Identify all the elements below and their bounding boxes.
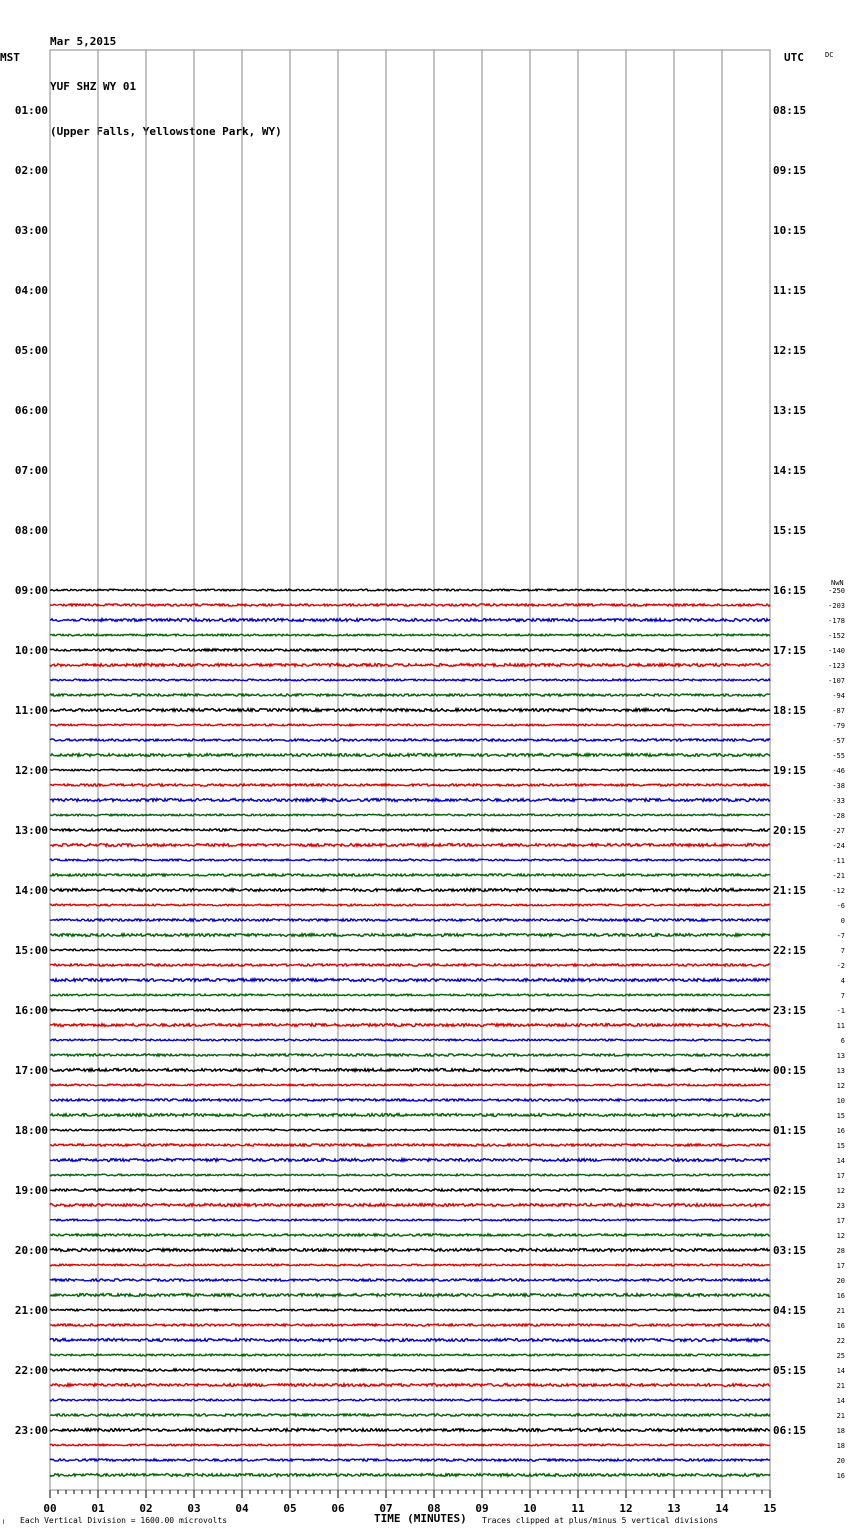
seismic-trace [50,1189,770,1191]
footer-mark: ⌇ [2,1519,5,1526]
seismic-trace [50,1084,770,1086]
trace-offset-label: 16 [836,1322,845,1330]
seismic-trace [50,1429,770,1432]
trace-offset-label: 14 [836,1157,845,1165]
x-tick-label: 00 [43,1502,57,1515]
trace-offset-label: 16 [836,1127,845,1135]
x-tick-label: 11 [571,1502,585,1515]
x-tick-label: 08 [427,1502,441,1515]
seismic-trace [50,709,770,712]
mst-hour-label: 17:00 [14,1064,48,1077]
seismic-trace [50,769,770,771]
seismic-trace [50,589,770,591]
trace-offset-label: -38 [832,782,845,790]
seismic-trace [50,1114,770,1117]
trace-offset-label: -250 [828,587,845,595]
seismic-trace [50,964,770,966]
mst-hour-label: 15:00 [14,944,48,957]
seismic-trace [50,919,770,921]
trace-offset-label: 14 [836,1367,845,1375]
seismic-trace [50,1279,770,1281]
seismic-trace [50,859,770,861]
trace-offset-label: 16 [836,1292,845,1300]
x-tick-label: 10 [523,1502,537,1515]
seismic-trace [50,694,770,696]
trace-offset-label: 12 [836,1082,845,1090]
seismic-trace [50,874,770,876]
seismic-trace [50,844,770,847]
trace-offset-label: -55 [832,752,845,760]
seismic-trace [50,1414,770,1416]
trace-offset-label: 15 [836,1142,845,1150]
trace-offset-label: -140 [828,647,845,655]
trace-offset-label: 20 [836,1457,845,1465]
trace-offset-label: 6 [840,1037,845,1045]
seismic-trace [50,754,770,757]
seismic-trace [50,1069,770,1072]
seismic-trace [50,1474,770,1477]
mst-hour-label: 05:00 [14,344,48,357]
utc-hour-label: 21:15 [773,884,807,897]
trace-offset-label: -28 [832,812,845,820]
trace-offset-label: -12 [832,887,845,895]
x-tick-label: 14 [715,1502,729,1515]
seismic-trace [50,1444,770,1446]
trace-offset-label: 16 [836,1472,845,1480]
utc-hour-label: 00:15 [773,1064,807,1077]
mst-hour-label: 14:00 [14,884,48,897]
seismic-trace [50,1309,770,1311]
mst-hour-label: 06:00 [14,404,48,417]
trace-offset-label: 12 [836,1187,845,1195]
seismic-trace [50,1054,770,1056]
trace-offset-label: -87 [832,707,845,715]
utc-hour-label: 05:15 [773,1364,807,1377]
seismic-trace [50,814,770,816]
utc-hour-label: 14:15 [773,464,807,477]
mst-hour-label: 22:00 [14,1364,48,1377]
trace-offset-label: 18 [836,1442,845,1450]
mst-hour-label: 10:00 [14,644,48,657]
seismic-trace [50,1264,770,1266]
trace-offset-label: 17 [836,1217,845,1225]
trace-offset-label: 13 [836,1052,845,1060]
utc-hour-label: 12:15 [773,344,807,357]
x-tick-label: 13 [667,1502,681,1515]
utc-hour-label: 08:15 [773,104,807,117]
x-tick-label: 09 [475,1502,489,1515]
trace-offset-label: 18 [836,1427,845,1435]
utc-hour-label: 09:15 [773,164,807,177]
trace-offset-label: -27 [832,827,845,835]
mst-hour-label: 21:00 [14,1304,48,1317]
seismic-trace [50,994,770,996]
utc-hour-label: 23:15 [773,1004,807,1017]
seismic-trace [50,1459,770,1461]
mst-hour-label: 03:00 [14,224,48,237]
mst-hour-label: 20:00 [14,1244,48,1257]
trace-offset-label: -21 [832,872,845,880]
trace-offset-label: 0 [840,917,845,925]
utc-hour-label: 22:15 [773,944,807,957]
trace-offset-label: -46 [832,767,845,775]
header-station: YUF SHZ WY 01 [50,80,137,93]
trace-offset-label: 7 [840,992,845,1000]
trace-offset-label: -123 [828,662,845,670]
header-date: Mar 5,2015 [50,35,117,48]
trace-offset-label: -152 [828,632,845,640]
seismic-trace [50,724,770,726]
seismic-trace [50,1144,770,1146]
mst-hour-label: 23:00 [14,1424,48,1437]
seismic-trace [50,1174,770,1176]
trace-offset-label: -2 [836,962,845,970]
x-tick-label: 04 [235,1502,249,1515]
trace-offset-label: -33 [832,797,845,805]
trace-offset-label: -7 [836,932,845,940]
trace-offset-label: -6 [836,902,845,910]
seismic-trace [50,604,770,606]
mst-hour-label: 09:00 [14,584,48,597]
trace-offset-label: -79 [832,722,845,730]
trace-offset-label: 21 [836,1307,845,1315]
mst-hour-label: 11:00 [14,704,48,717]
header-location: (Upper Falls, Yellowstone Park, WY) [50,125,282,138]
seismic-trace [50,904,770,906]
dc-label: DC [825,51,834,59]
seismic-trace [50,1219,770,1221]
x-tick-label: 06 [331,1502,345,1515]
seismic-trace [50,1339,770,1342]
utc-hour-label: 15:15 [773,524,807,537]
utc-hour-label: 19:15 [773,764,807,777]
trace-offset-label: -94 [832,692,845,700]
seismic-trace [50,949,770,951]
trace-offset-label: 15 [836,1112,845,1120]
trace-offset-label: 22 [836,1337,845,1345]
trace-offset-label: 4 [840,977,845,985]
trace-offset-label: 13 [836,1067,845,1075]
trace-offset-label: -107 [828,677,845,685]
seismic-trace [50,1354,770,1356]
trace-offset-label: -1 [836,1007,845,1015]
seismic-trace [50,799,770,802]
trace-offset-label: 25 [836,1352,845,1360]
mst-hour-label: 07:00 [14,464,48,477]
seismic-trace [50,1234,770,1236]
mst-hour-label: 19:00 [14,1184,48,1197]
seismic-trace [50,634,770,636]
utc-hour-label: 01:15 [773,1124,807,1137]
trace-offset-label: 17 [836,1172,845,1180]
utc-hour-label: 10:15 [773,224,807,237]
mst-hour-label: 02:00 [14,164,48,177]
utc-hour-label: 06:15 [773,1424,807,1437]
trace-offset-label: -57 [832,737,845,745]
trace-offset-label: 14 [836,1397,845,1405]
trace-offset-label: 17 [836,1262,845,1270]
utc-hour-label: 20:15 [773,824,807,837]
trace-offset-label: 23 [836,1202,845,1210]
mst-hour-label: 04:00 [14,284,48,297]
seismic-trace [50,739,770,741]
trace-offset-label: -11 [832,857,845,865]
seismic-trace [50,1324,770,1326]
x-tick-label: 01 [91,1502,105,1515]
seismic-trace [50,979,770,982]
left-timezone-label: MST [0,51,20,64]
trace-offset-label: 20 [836,1277,845,1285]
right-timezone-label: UTC [784,51,804,64]
seismic-trace [50,649,770,651]
seismic-trace [50,784,770,786]
seismic-trace [50,619,770,622]
seismic-trace [50,829,770,831]
x-tick-label: 03 [187,1502,201,1515]
x-axis-label: TIME (MINUTES) [374,1512,467,1525]
mst-hour-label: 01:00 [14,104,48,117]
seismic-trace [50,1249,770,1252]
mst-hour-label: 12:00 [14,764,48,777]
seismic-trace [50,934,770,937]
trace-offset-label: 11 [836,1022,845,1030]
seismic-trace [50,1204,770,1207]
nwn-label: NwN [831,579,844,587]
utc-hour-label: 13:15 [773,404,807,417]
mst-hour-label: 18:00 [14,1124,48,1137]
scale-note: Each Vertical Division = 1600.00 microvolts [20,1516,228,1525]
seismic-trace [50,1039,770,1041]
seismic-trace [50,1099,770,1101]
seismic-trace [50,1384,770,1387]
utc-hour-label: 03:15 [773,1244,807,1257]
trace-offset-label: 28 [836,1247,845,1255]
trace-offset-label: 21 [836,1412,845,1420]
x-tick-label: 05 [283,1502,297,1515]
mst-hour-label: 16:00 [14,1004,48,1017]
utc-hour-label: 11:15 [773,284,807,297]
trace-offset-label: 7 [840,947,845,955]
utc-hour-label: 16:15 [773,584,807,597]
seismic-trace [50,1369,770,1371]
x-tick-label: 12 [619,1502,633,1515]
seismic-trace [50,664,770,667]
utc-hour-label: 02:15 [773,1184,807,1197]
mst-hour-label: 13:00 [14,824,48,837]
utc-hour-label: 17:15 [773,644,807,657]
seismic-trace [50,889,770,892]
clip-note: Traces clipped at plus/minus 5 vertical divisions [482,1516,719,1525]
seismic-trace [50,679,770,681]
seismic-trace [50,1129,770,1131]
utc-hour-label: 04:15 [773,1304,807,1317]
trace-offset-label: -24 [832,842,845,850]
x-tick-label: 07 [379,1502,393,1515]
trace-offset-label: 12 [836,1232,845,1240]
trace-offset-label: -203 [828,602,845,610]
trace-offset-label: 21 [836,1382,845,1390]
x-tick-label: 02 [139,1502,153,1515]
utc-hour-label: 18:15 [773,704,807,717]
seismic-trace [50,1399,770,1401]
seismic-trace [50,1024,770,1027]
x-tick-label: 15 [763,1502,777,1515]
trace-offset-label: 10 [836,1097,845,1105]
seismic-trace [50,1009,770,1011]
seismic-trace [50,1159,770,1162]
seismic-trace [50,1294,770,1297]
trace-offset-label: -178 [828,617,845,625]
mst-hour-label: 08:00 [14,524,48,537]
